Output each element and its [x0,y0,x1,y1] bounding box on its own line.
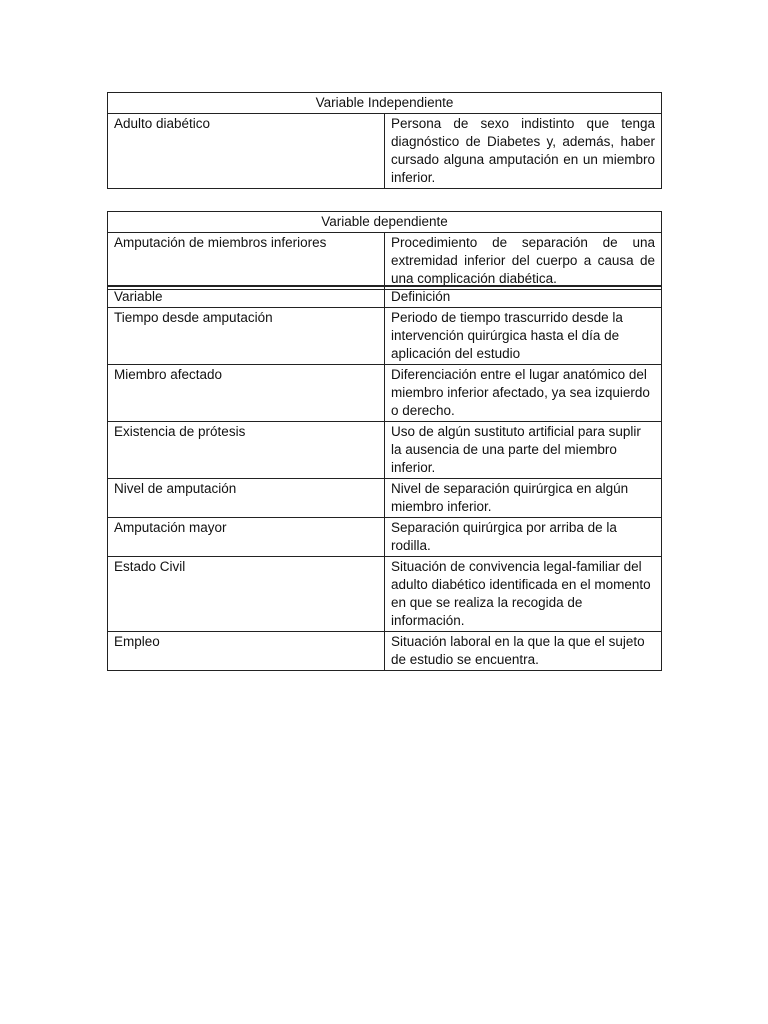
definition-cell: Nivel de separación quirúrgica en algún miembro inferior. [385,479,662,518]
dependent-variable-definition: Procedimiento de separación de una extremidad inferior del cuerpo a causa de una complicación diabética. [385,233,662,290]
definition-cell: Periodo de tiempo trascurrido desde la intervención quirúrgica hasta el día de aplicación del estudio [385,308,662,365]
table-header-row [108,286,662,308]
definition-cell: Separación quirúrgica por arriba de la rodilla. [385,518,662,557]
variable-cell: Tiempo desde amputación [108,308,385,365]
dependent-variable-name: Amputación de miembros inferiores [108,233,385,290]
variables-definition-table [107,285,662,671]
table-row [108,632,662,671]
definition-cell: Situación de convivencia legal-familiar del adulto diabético identificada en el momento en que se realiza la recogida de información. [385,557,662,632]
variable-cell: Amputación mayor [108,518,385,557]
definition-cell: Uso de algún sustituto artificial para suplir la ausencia de una parte del miembro inferior. [385,422,662,479]
independent-variable-table [107,92,662,189]
column-header-variable: Variable [108,286,385,308]
variable-cell: Nivel de amputación [108,479,385,518]
table-row [108,557,662,632]
variable-cell: Existencia de prótesis [108,422,385,479]
independent-variable-title: Variable Independiente [108,93,662,114]
variable-cell: Estado Civil [108,557,385,632]
variable-cell: Miembro afectado [108,365,385,422]
independent-variable-name: Adulto diabético [108,114,385,189]
column-header-definition: Definición [385,286,662,308]
table-row [108,308,662,365]
table-row [108,479,662,518]
definition-cell: Situación laboral en la que la que el sujeto de estudio se encuentra. [385,632,662,671]
dependent-variable-table [107,211,662,290]
independent-variable-definition: Persona de sexo indistinto que tenga diagnóstico de Diabetes y, además, haber cursado alguna amputación en un miembro inferior. [385,114,662,189]
definition-cell: Diferenciación entre el lugar anatómico del miembro inferior afectado, ya sea izquierdo o derecho. [385,365,662,422]
table-row [108,518,662,557]
table-row [108,365,662,422]
dependent-variable-title: Variable dependiente [108,212,662,233]
table-row [108,422,662,479]
variable-cell: Empleo [108,632,385,671]
